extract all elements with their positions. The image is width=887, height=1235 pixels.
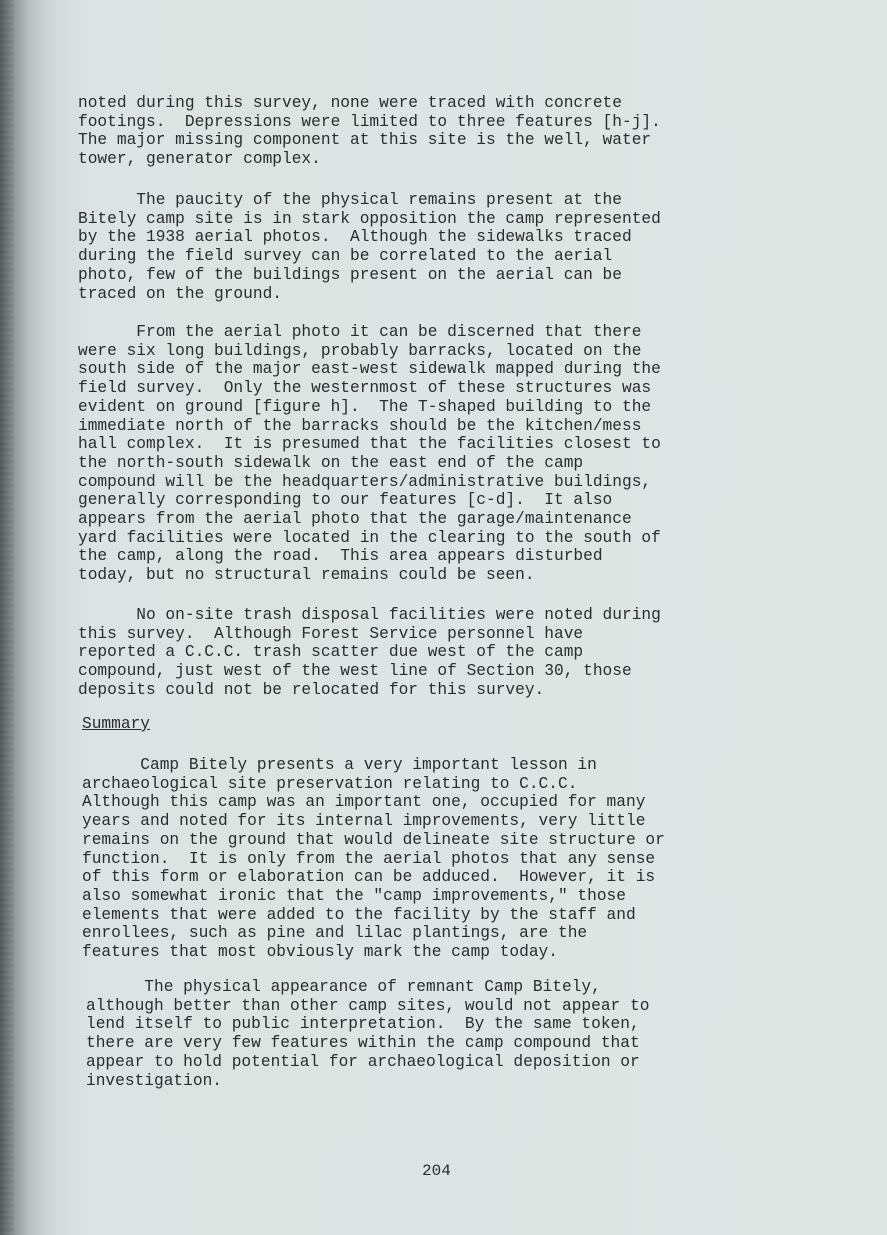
paragraph-continuation: noted during this survey, none were traced with concrete footings. Depressions were limited to three features [h-j]. The major missing component at this site is the well, water tower, generator complex. <box>78 94 661 169</box>
paragraph-physical-appearance: The physical appearance of remnant Camp Bitely, although better than other camp sites, would not appear to lend itself to public interpretation. By the same token, there are very few features within the camp compound that appear to hold potential for archaeological deposition or investigation. <box>86 978 650 1090</box>
paragraph-aerial-photo: From the aerial photo it can be discerned that there were six long buildings, probably barracks, located on the south side of the major east-west sidewalk mapped during the field survey. Only the westernmost of these structures was evident on ground [figure h]. The T-shaped building to the immediate north of the barracks should be the kitchen/mess hall complex. It is presumed that the facilities closest to the north-south sidewalk on the east end of the camp compound will be the headquarters/administrative buildings, generally corresponding to our features [c-d]. It also appears from the aerial photo that the garage/maintenance yard facilities were located in the clearing to the south of the camp, along the road. This area appears disturbed today, but no structural remains could be seen. <box>78 323 661 585</box>
paragraph-summary: Camp Bitely presents a very important lesson in archaeological site preservation relating to C.C.C. Although this camp was an important one, occupied for many years and noted for its internal improvements, very little remains on the ground that would delineate site structure or function. It is only from the aerial photos that any sense of this form or elaboration can be adduced. However, it is also somewhat ironic that the "camp improvements," those elements that were added to the facility by the staff and enrollees, such as pine and lilac plantings, are the features that most obviously mark the camp today. <box>82 756 665 962</box>
page-binding-edge <box>0 0 14 1235</box>
page-number: 204 <box>422 1162 451 1180</box>
summary-heading: Summary <box>82 715 150 733</box>
paragraph-trash-disposal: No on-site trash disposal facilities were noted during this survey. Although Forest Service personnel have reported a C.C.C. trash scatter due west of the camp compound, just west of the west line of Section 30, those deposits could not be relocated for this survey. <box>78 606 661 699</box>
paragraph-paucity: The paucity of the physical remains present at the Bitely camp site is in stark opposition the camp represented by the 1938 aerial photos. Although the sidewalks traced during the field survey can be correlated to the aerial photo, few of the buildings present on the aerial can be traced on the ground. <box>78 191 661 303</box>
